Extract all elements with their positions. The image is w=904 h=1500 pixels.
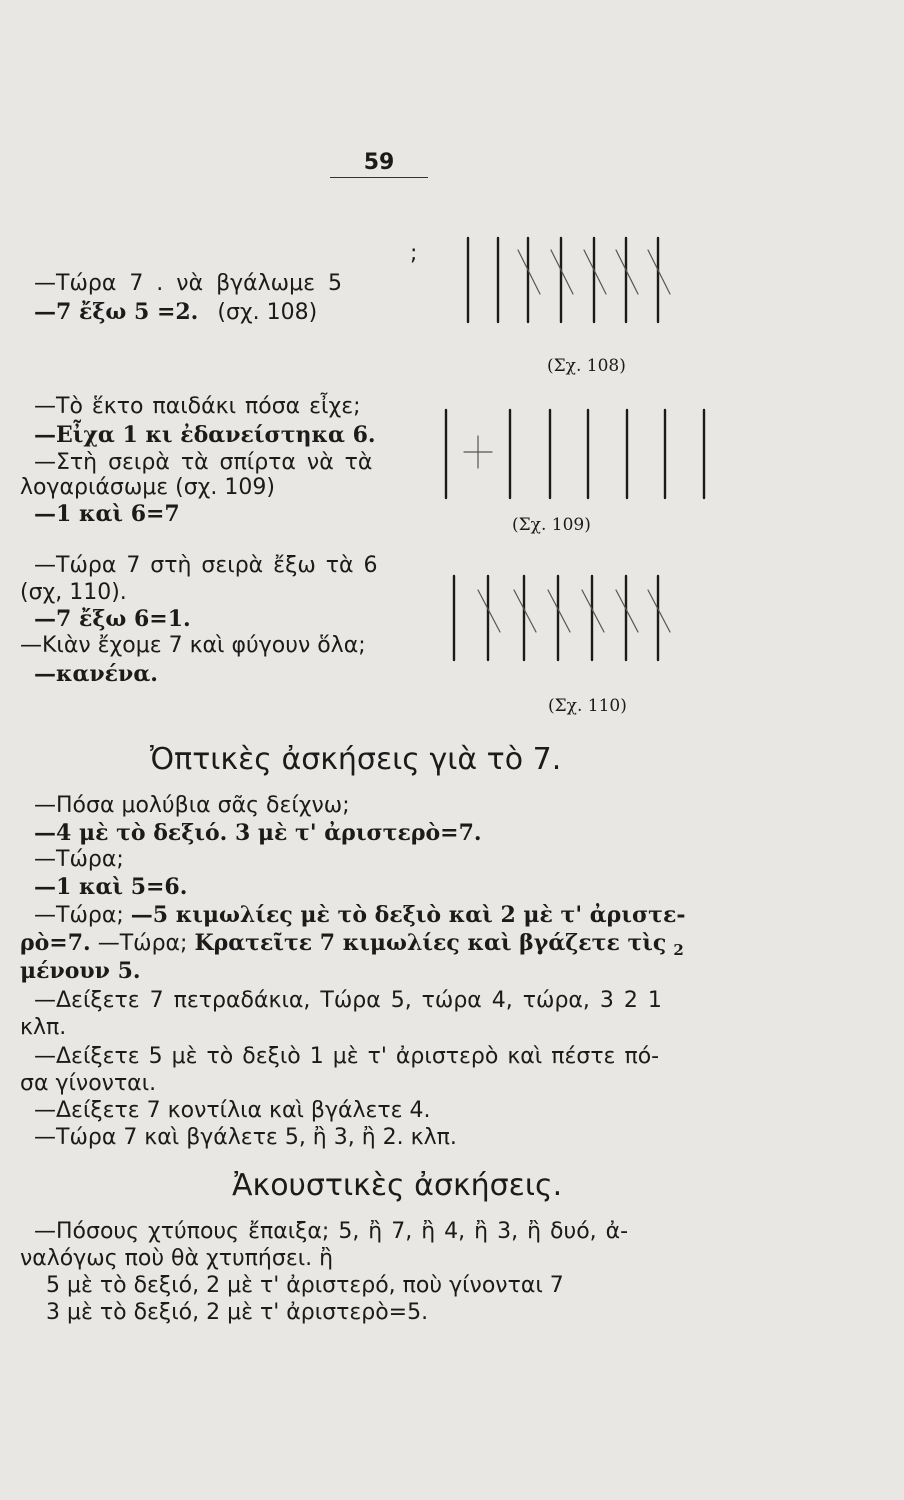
seven-line-2: (σχ, 110). bbox=[20, 580, 127, 605]
optical-p6: —Δείξετε 5 μὲ τὸ δεξιὸ 1 μὲ τ' ἀριστερὸ καὶ πέστε πό- bbox=[34, 1044, 660, 1069]
intro-figure-ref: (σχ. 108) bbox=[217, 300, 318, 325]
stray-mark: ; bbox=[410, 241, 418, 266]
figure-109-sticks bbox=[440, 400, 730, 510]
optical-p8: —Δείξετε 7 κοντίλια καὶ βγάλετε 4. bbox=[34, 1098, 431, 1123]
figure-110-caption: (Σχ. 110) bbox=[548, 696, 627, 716]
optical-p1-answer: —5 κιμωλίες μὲ τὸ δεξιὸ καὶ 2 μὲ τ' ἀριστε- bbox=[130, 902, 686, 928]
optical-p5: κλπ. bbox=[20, 1015, 67, 1040]
optical-p7: σα γίνονται. bbox=[20, 1071, 157, 1096]
figure-108-caption: (Σχ. 108) bbox=[547, 356, 626, 376]
sixth-line-3: —1 καὶ 6=7 bbox=[34, 501, 180, 527]
optical-p4: —Δείξετε 7 πετραδάκια, Τώρα 5, τώρα 4, τώρα, 3 2 1 bbox=[34, 988, 662, 1013]
optical-p2 bbox=[20, 929, 684, 959]
sixth-line-1: —Στὴ σειρὰ τὰ σπίρτα νὰ τὰ bbox=[34, 450, 373, 475]
seven-line-4: —Κιὰν ἔχομε 7 καὶ φύγουν ὅλα; bbox=[20, 633, 366, 658]
optical-q2: —Τώρα; bbox=[34, 847, 124, 872]
optical-a1: —4 μὲ τὸ δεξιό. 3 μὲ τ' ἀριστερὸ=7. bbox=[34, 820, 482, 846]
optical-p2-start: ρὸ=7. bbox=[20, 930, 91, 956]
optical-p9: —Τώρα 7 καὶ βγάλετε 5, ἢ 3, ἢ 2. κλπ. bbox=[34, 1125, 457, 1150]
acoustic-line-1: —Πόσους χτύπους ἔπαιξα; 5, ἢ 7, ἢ 4, ἢ 3, ἢ δυό, ἀ- bbox=[34, 1219, 629, 1244]
acoustic-line-4: 3 μὲ τὸ δεξιό, 2 μὲ τ' ἀριστερὸ=5. bbox=[46, 1300, 429, 1325]
optical-q1: —Πόσα μολύβια σᾶς δείχνω; bbox=[34, 793, 350, 818]
optical-heading: Ὀπτικὲς ἀσκήσεις γιὰ τὸ 7. bbox=[150, 742, 562, 777]
optical-p2-number: 2 bbox=[673, 941, 684, 959]
sixth-line-2: λογαριάσωμε (σχ. 109) bbox=[20, 475, 275, 500]
intro-equation: —7 ἔξω 5 =2. bbox=[34, 299, 199, 325]
optical-p1-question: —Τώρα; bbox=[34, 903, 124, 928]
figure-110-sticks bbox=[448, 568, 688, 668]
acoustic-heading: Ἀκουστικὲς ἀσκήσεις. bbox=[232, 1168, 563, 1203]
intro-line-2 bbox=[34, 298, 317, 327]
acoustic-line-3: 5 μὲ τὸ δεξιό, 2 μὲ τ' ἀριστερό, ποὺ γίνονται 7 bbox=[46, 1273, 564, 1298]
optical-p1 bbox=[34, 901, 686, 930]
intro-line-1: —Τώρα 7 . νὰ βγάλωμε 5 bbox=[34, 271, 342, 296]
sixth-question: —Τὸ ἕκτο παιδάκι πόσα εἶχε; bbox=[34, 394, 361, 419]
figure-108-sticks bbox=[460, 230, 720, 330]
optical-p2-question: —Τώρα; bbox=[97, 931, 188, 956]
optical-p3: μένουν 5. bbox=[20, 958, 141, 984]
seven-line-5: —κανένα. bbox=[34, 661, 158, 687]
page-number: 59 bbox=[330, 150, 428, 178]
seven-line-1: —Τώρα 7 στὴ σειρὰ ἔξω τὰ 6 bbox=[34, 553, 378, 578]
optical-a2: —1 καὶ 5=6. bbox=[34, 874, 188, 900]
optical-p2-instruction: Κρατεῖτε 7 κιμωλίες καὶ βγάζετε τὶς bbox=[194, 930, 667, 956]
acoustic-line-2: ναλόγως ποὺ θὰ χτυπήσει. ἢ bbox=[20, 1246, 334, 1271]
sixth-answer: —Εἶχα 1 κι ἐδανείστηκα 6. bbox=[34, 422, 376, 448]
figure-109-caption: (Σχ. 109) bbox=[512, 515, 591, 535]
seven-line-3: —7 ἔξω 6=1. bbox=[34, 606, 191, 632]
